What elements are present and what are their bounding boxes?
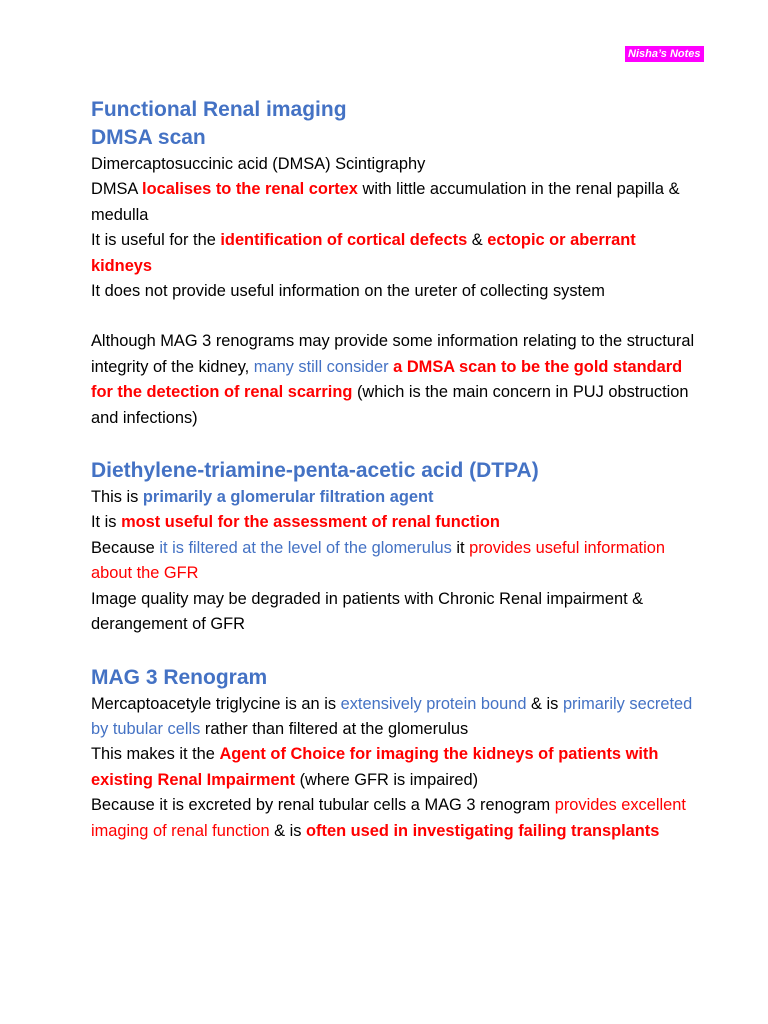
mag3-heading: MAG 3 Renogram bbox=[91, 665, 268, 689]
dmsa-definition: Dimercaptosuccinic acid (DMSA) Scintigraphy bbox=[91, 155, 426, 173]
dtpa-section bbox=[91, 457, 701, 637]
document-body bbox=[91, 96, 701, 844]
dtpa-mechanism: Because it is filtered at the level of the glomerulus it provides useful information about the GFR bbox=[91, 538, 665, 583]
mag3-excretion: Because it is excreted by renal tubular cells a MAG 3 renogram provides excellent imaging of renal function & is often used in investigating failing transplants bbox=[91, 796, 686, 840]
mag3-section bbox=[91, 664, 701, 844]
author-badge: Nisha’s Notes bbox=[625, 46, 704, 62]
dmsa-section bbox=[91, 124, 701, 431]
dtpa-usefulness: It is most useful for the assessment of renal function bbox=[91, 513, 500, 532]
dmsa-gold-standard: Although MAG 3 renograms may provide some information relating to the structural integrity of the kidney, many still consider a DMSA scan to be the gold standard for the detection of renal scarring (which is the main concern in PUJ obstruction and infections) bbox=[91, 332, 695, 427]
dmsa-usefulness: It is useful for the identification of cortical defects & ectopic or aberrant kidneys bbox=[91, 231, 636, 275]
dmsa-localisation: DMSA localises to the renal cortex with little accumulation in the renal papilla & medulla bbox=[91, 180, 680, 224]
page-title: Functional Renal imaging bbox=[91, 98, 347, 121]
dtpa-agent: This is primarily a glomerular filtration agent bbox=[91, 488, 434, 507]
dmsa-heading: DMSA scan bbox=[91, 126, 206, 149]
dtpa-limitation: Image quality may be degraded in patients with Chronic Renal impairment & derangement of GFR bbox=[91, 589, 644, 634]
dmsa-limitation: It does not provide useful information on the ureter of collecting system bbox=[91, 282, 605, 301]
mag3-agent-of-choice: This makes it the Agent of Choice for imaging the kidneys of patients with existing Renal Impairment (where GFR is impaired) bbox=[91, 745, 659, 789]
dtpa-heading: Diethylene-triamine-penta-acetic acid (DTPA) bbox=[91, 459, 539, 483]
mag3-binding: Mercaptoacetyle triglycine is an is extensively protein bound & is primarily secreted by tubular cells rather than filtered at the glomerulus bbox=[91, 694, 693, 738]
